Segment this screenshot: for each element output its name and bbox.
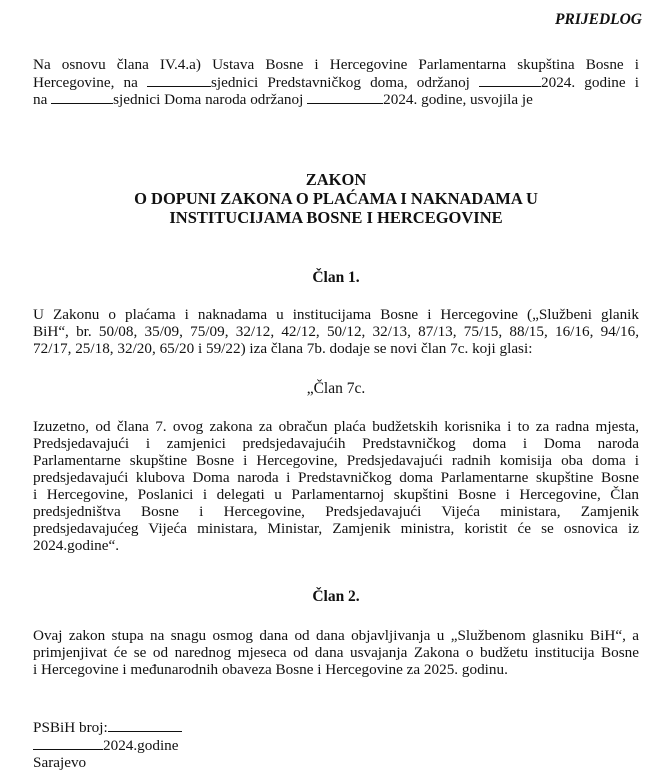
article-7c-heading: „Član 7c. — [306, 380, 366, 397]
date-blank — [479, 73, 541, 87]
date-line — [33, 736, 639, 753]
preamble-line-3 — [33, 90, 639, 107]
article-7c-line: 2024.godine“. — [33, 537, 120, 554]
article-7c-line: predsjedništva Bosne i Hercegovine, Predsjedavajući Vijeća ministara, Zamjenik — [33, 503, 639, 520]
article-1-line: BiH“, br. 50/08, 35/09, 75/09, 32/12, 42/12, 50/12, 32/13, 87/13, 75/15, 88/15, 16/16, 94/16, — [33, 323, 639, 340]
preamble-line-1: Na osnovu člana IV.4.a) Ustava Bosne i Hercegovine Parlamentarna skupština Bosne i — [33, 56, 639, 73]
psbih-number-line — [33, 718, 639, 735]
preamble-text: sjednici Doma naroda održanoj — [113, 91, 304, 108]
preamble-text: sjednici Predstavničkog doma, održanoj — [210, 74, 470, 91]
preamble — [33, 56, 639, 107]
article-7c-line: predsjedavajući klubova Doma naroda i Predstavničkog doma Parlamentarne skupštine Bosne — [33, 469, 639, 486]
article-7c-body — [33, 418, 639, 554]
article-1-line: U Zakonu o plaćama i naknadama u institucijama Bosne i Hercegovine („Službeni glanik — [33, 306, 639, 323]
article-7c-line: predsjedavajućeg Vijeća ministara, Ministar, Zamjenik ministra, koristit će se osnovica iz — [33, 520, 639, 537]
article-2-body — [33, 627, 639, 678]
date-suffix: 2024.godine — [103, 737, 179, 754]
psbih-label: PSBiH broj: — [33, 719, 108, 736]
article-1-intro — [33, 306, 639, 357]
date-blank — [307, 90, 383, 104]
article-1-heading: Član 1. — [312, 269, 360, 286]
preamble-text: Hercegovine, na — [33, 74, 138, 91]
title-line-2: O DOPUNI ZAKONA O PLAĆAMA I NAKNADAMA U — [134, 189, 538, 208]
session-number-blank — [147, 73, 211, 87]
number-blank — [108, 718, 182, 732]
article-2-heading: Član 2. — [312, 588, 360, 605]
preamble-text: 2024. godine i — [541, 74, 639, 91]
title-line-1: ZAKON — [305, 170, 367, 189]
date-blank — [33, 736, 103, 750]
article-2-line: i Hercegovine i međunarodnih obaveza Bosne i Hercegovine za 2025. godinu. — [33, 661, 508, 678]
article-2-line: primjenjivat će se od narednog mjeseca od dana usvajanja Zakona o budžetu institucija Bosne — [33, 644, 639, 661]
city: Sarajevo — [33, 754, 87, 771]
law-title — [33, 170, 639, 227]
preamble-text: 2024. godine, usvojila je — [383, 91, 533, 108]
session-number-blank — [51, 90, 113, 104]
proposal-label: PRIJEDLOG — [555, 11, 642, 28]
article-7c-line: Izuzetno, od člana 7. ovog zakona za obračun plaća budžetskih korisnika i to za radna mjesta, — [33, 418, 639, 435]
article-7c-line: Parlamentarne skupštine Bosne i Hercegovine, Predsjedavajući radnih komisija oba doma i — [33, 452, 639, 469]
article-7c-line: Predsjedavajući i zamjenici predsjedavajućih Predstavničkog doma i Doma naroda — [33, 435, 639, 452]
preamble-text: na — [33, 91, 48, 108]
article-7c-line: i Hercegovine, Poslanici i delegati u Parlamentarnoj skupštini Bosne i Hercegovine, Član — [33, 486, 639, 503]
footer — [33, 718, 639, 771]
article-2-line: Ovaj zakon stupa na snagu osmog dana od dana objavljivanja u „Službenom glasniku BiH“, a — [33, 627, 639, 644]
article-1-line: 72/17, 25/18, 32/20, 65/20 i 59/22) iza člana 7b. dodaje se novi član 7c. koji glasi: — [33, 340, 533, 357]
title-line-3: INSTITUCIJAMA BOSNE I HERCEGOVINE — [169, 208, 503, 227]
preamble-line-2 — [33, 73, 639, 90]
